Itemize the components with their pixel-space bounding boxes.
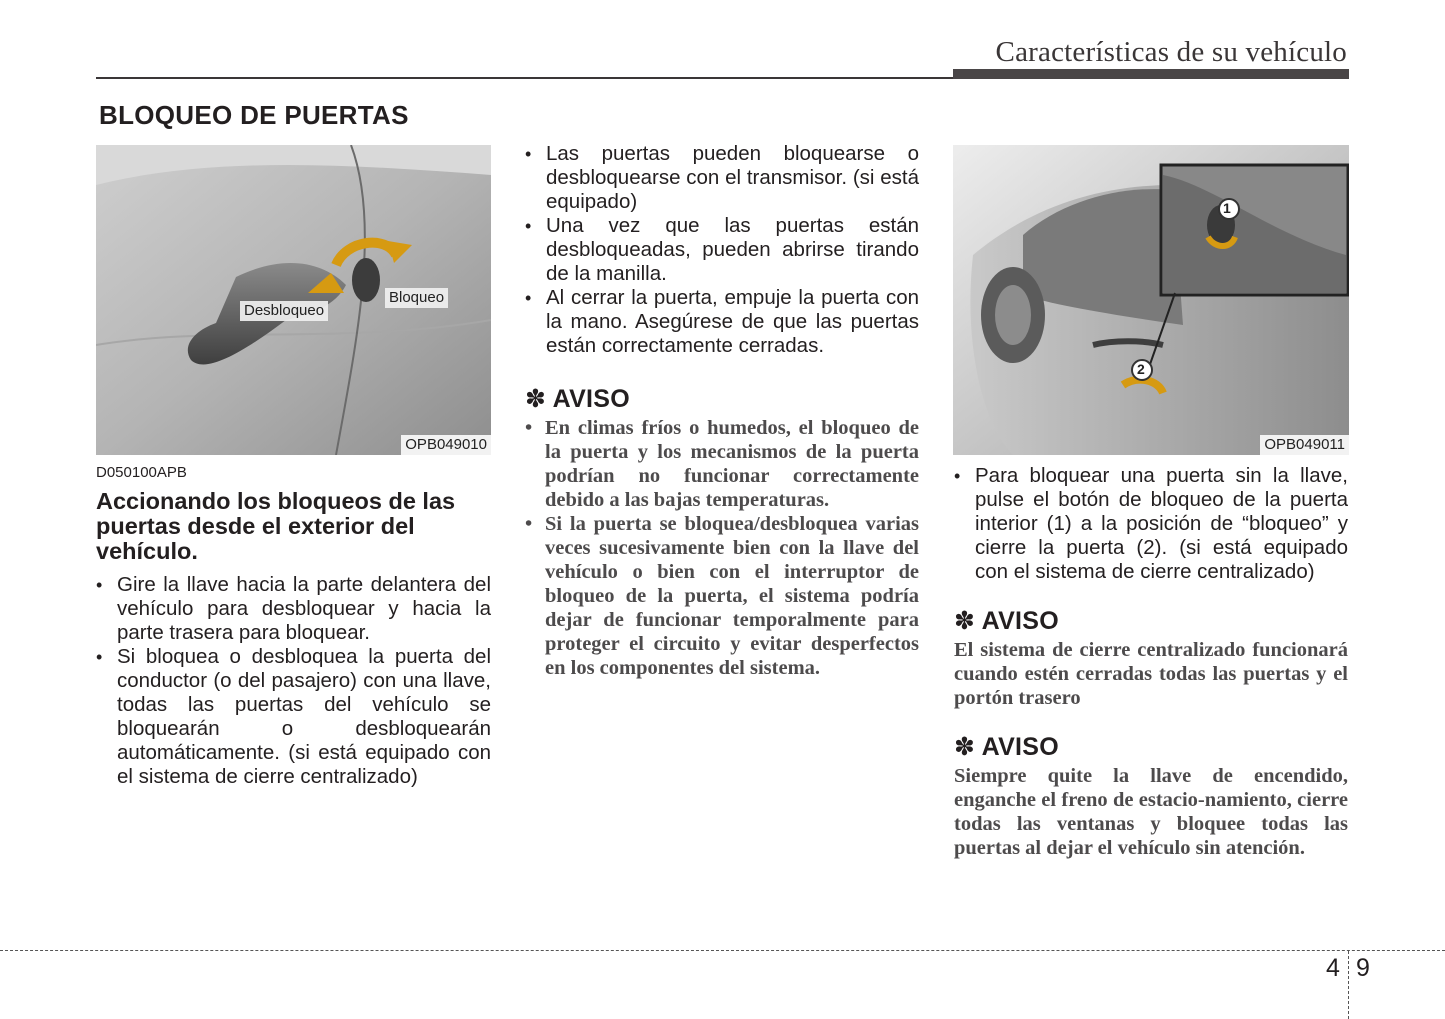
aviso-title: ✽ AVISO bbox=[954, 607, 1060, 635]
chapter-title: Características de su vehículo bbox=[995, 36, 1347, 68]
figure-code: OPB049011 bbox=[1260, 435, 1349, 455]
aviso-title: ✽ AVISO bbox=[525, 385, 631, 413]
section-title: BLOQUEO DE PUERTAS bbox=[99, 100, 409, 130]
list-item: • Gire la llave hacia la parte delantera del vehículo para desbloquear y hacia la parte trasera para bloquear. bbox=[96, 573, 491, 645]
car-door-illustration bbox=[953, 145, 1349, 455]
footer-divider bbox=[0, 950, 1445, 951]
middle-column bbox=[525, 142, 919, 680]
list-item: • Las puertas pueden bloquearse o desbloquearse con el transmisor. (si está equipado) bbox=[525, 142, 919, 214]
callout-2: 2 bbox=[1137, 361, 1145, 377]
right-bullet-list bbox=[954, 464, 1348, 584]
left-bullet-list bbox=[96, 573, 491, 789]
list-item: • En climas fríos o humedos, el bloqueo de la puerta y los mecanismos de la puerta podrían no funcionar correctamente debido a las bajas temperaturas. bbox=[525, 416, 919, 512]
subsection-heading: Accionando los bloqueos de las puertas desde el exterior del vehículo. bbox=[96, 488, 456, 564]
unlock-label: Desbloqueo bbox=[240, 301, 328, 321]
list-item: • Al cerrar la puerta, empuje la puerta con la mano. Asegúrese de que las puertas están correctamente cerradas. bbox=[525, 286, 919, 358]
lock-label: Bloqueo bbox=[385, 288, 448, 308]
list-item: • Para bloquear una puerta sin la llave, pulse el botón de bloqueo de la puerta interior (1) a la posición de “bloqueo” y cierre la puerta (2). (si está equipado con el sistema de cierre centralizado) bbox=[954, 464, 1348, 584]
list-item: • Una vez que las puertas están desbloqueadas, pueden abrirse tirando de la manilla. bbox=[525, 214, 919, 286]
right-column bbox=[954, 464, 1348, 860]
door-handle-figure bbox=[96, 145, 491, 455]
page-number-separator bbox=[1348, 951, 1349, 1019]
chapter-number: 4 bbox=[1326, 954, 1340, 982]
car-door-figure bbox=[953, 145, 1349, 455]
aviso-text: El sistema de cierre centralizado funcionará cuando estén cerradas todas las puertas y el portón trasero bbox=[954, 639, 1348, 709]
list-item: • Si bloquea o desbloquea la puerta del conductor (o del pasajero) con una llave, todas las puertas del vehículo se bloquearán o desbloquearán automáticamente. (si está equipado con el sistema de cierre centralizado) bbox=[96, 645, 491, 789]
header-rule bbox=[96, 77, 953, 79]
document-code: D050100APB bbox=[96, 464, 187, 481]
figure-code: OPB049010 bbox=[401, 435, 491, 455]
callout-1: 1 bbox=[1223, 200, 1231, 216]
aviso-text: Siempre quite la llave de encendido, enganche el freno de estacio-namiento, cierre todas las ventanas y bloquee todas las puertas al dejar el vehículo sin atención. bbox=[954, 765, 1348, 859]
page-number: 9 bbox=[1356, 954, 1370, 982]
header-bar bbox=[953, 69, 1349, 79]
aviso-bullet-list bbox=[525, 416, 919, 680]
aviso-title: ✽ AVISO bbox=[954, 733, 1060, 761]
list-item: • Si la puerta se bloquea/desbloquea varias veces sucesivamente bien con la llave del vehículo o bien con el interruptor de bloqueo de la puerta, el sistema podría dejar de funcionar temporalmente para proteger el circuito y evitar desperfectos en los componentes del sistema. bbox=[525, 512, 919, 680]
middle-bullet-list bbox=[525, 142, 919, 358]
left-column bbox=[96, 464, 491, 789]
